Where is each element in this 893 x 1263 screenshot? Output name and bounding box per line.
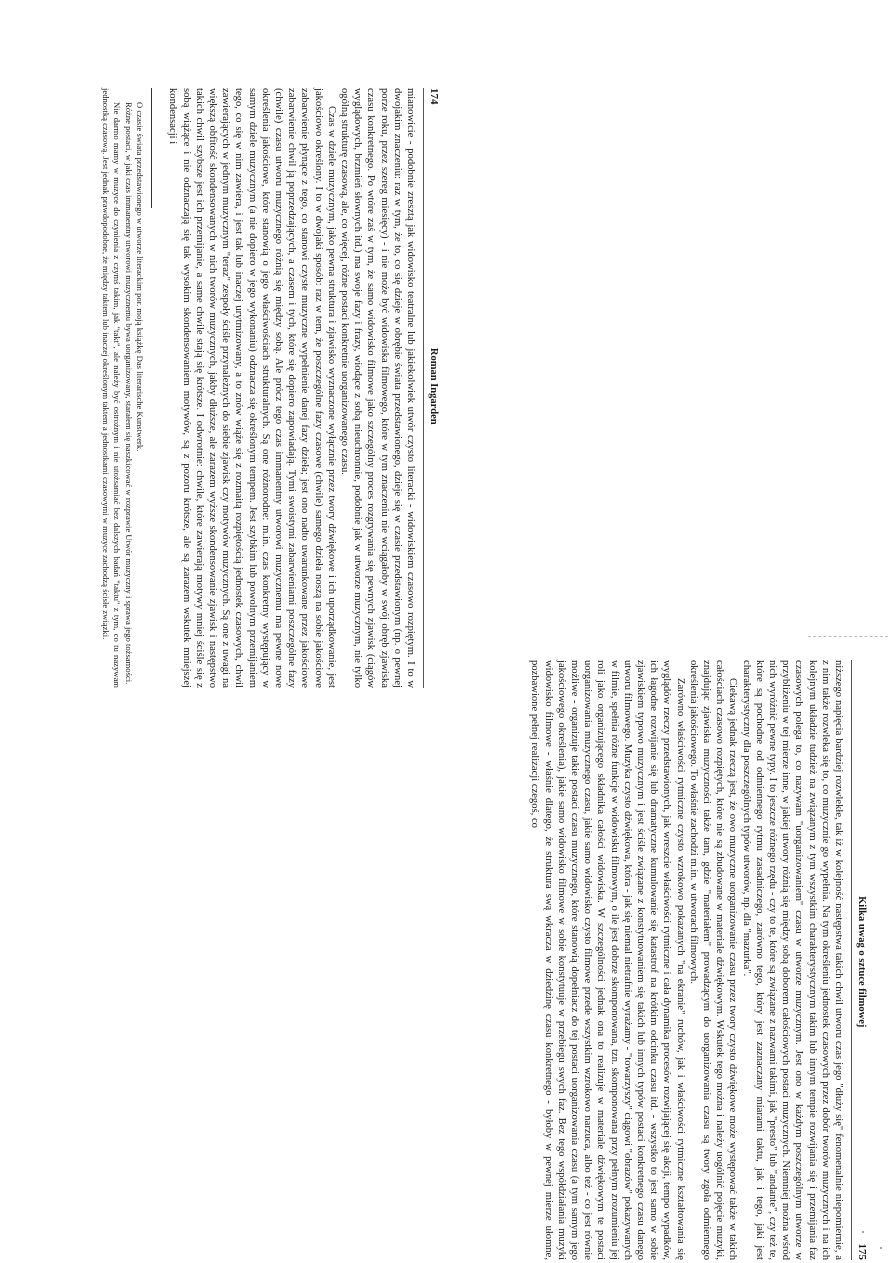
page-fold-line [808,636,888,637]
left-running-head [423,88,440,688]
scan-artifact [862,1231,864,1233]
scan-artifact [880,1247,882,1249]
paragraph: niższego napięcia bardziej rozwlekłe, tak iż w kolejność następstwa takich chwil utworu czas jego "dłuży się" fenomenalnie niepomiernie, a z nim także rozwleka się to, co muzycznie go wypełnia. Na tym określeniu jednostek czasowych przez dobór tworów muzycznych i na ich kolejnym układzie tudzież na związanym z tym wszystkim charakterystycznym takim lub innym tempie rozwijania się i przemijania faz czasowych polega to, co nazywam "uorganizowaniem" czasu w utworze muzycznym. Jest ono w każdym poszczególnym utworze w przybliżeniu w tej mierze inne, w jakiej utwory różnią się między sobą doborem całościowych postaci muzycznych. Niemniej można wśród nich wyróżnić pewne typy. I to jeszcze różnego rzędu - czy to te, które są związane z nazwami takimi, jak "presto" lub "andante", czy też te, które są pochodne od odmiennego rytmu zasadniczego, zarówno tego, który jest zaznaczany miarami taktu, jak i tego, jaki jest charakterystyczny dla poszczególnych typów utworów, np. dla "mazurka". [740,660,844,1260]
right-body-text [528,660,845,1260]
right-running-head [851,660,868,1260]
paragraph: Ciekawą jednak rzeczą jest, że owo muzyczne uorganizowanie czasu przez twory czysto dźwiękowe może występować także w takich całościach czasowo rozpiętych, które nie są zbudowane w materiale dźwiękowym. Wskutek tego można i należy uogólnić pojęcie muzyki, znajdując zjawiska muzyczności także tam, gdzie "materiałem" prowadzącym do uorganizowania czasu są twory zgoła odmiennego określenia jakościowego. To właśnie zachodzi m.in. w utworach filmowych. [687,660,739,1260]
left-body-text [166,88,417,688]
paragraph: Czas w dziele muzycznym, jako pewna struktura i zjawisko wyznaczone wyłącznie przez twory dźwiękowe i ich uporządkowanie, jest jakościowo określony. I to w dwojaki sposób: raz w tem, że poszczególne fazy czasowe (chwile) samego dzieła noszą na sobie jakościowe zabarwienie płynące z tego, co stanowi czyste muzyczne wypełnienie danej fazy dzieła; jest ono nadto uwarunkowane przez jakościowe zabarwienie chwil ją poprzedzających, a czasem i tych, które się dopiero zapowiadają. Tymi swoistymi zabarwieniami poszczególne fazy (chwile) czasu utworu muzycznego różnią się między sobą. Ale prócz tego czas immanentny utworowi muzycznemu ma pewne nowe określenia jakościowe, które stanowią o jego właściwościach strukturalnych. Są one różnorodne: m.in. czas konkretny występujący w samym dziele muzycznym (a nie dopiero w jego wykonaniu) odznacza się określonym tempem. Jest szybkim lub powolnym przemijaniem tego, co się w nim zawiera, i jest tak lub inaczej urytmizowany, a to znów wiąże się z rozmaitą rozpiętością jednostek czasowych, chwil zawierających w jednym muzycznym "teraz" zespoły ściśle przynależnych do siebie zjawisk czy motywów muzycznych. Są one z uwagi na większą obfitość skondensowanych w nich tworów muzycznych, jakby dłuższe, ale zarazem wyższe skondensowanie zjawisk i następstwo takich chwil szybsze jest ich przemijanie, a same chwile stają się krótsze. I odwrotnie: chwile, które zawierają motywy mniej ściśle się z sobą wiążące i nie odznaczają się tak wysokim skondensowaniem motywów, są z pozoru krótsze, ale są zarazem wskutek mniejszej kondensacji i [167,88,337,688]
paragraph: mianowicie - podobnie zresztą jak widowisko teatralne lub jakiekolwiek utwór czysto literacki - widowiskiem czasowo rozpiętym. I to w dwojakim znaczeniu: raz w tym, że to, co się dzieje w obrębie świata przedstawionego, dzieje się w czasie przedstawionym (np. o pewnej porze roku, przez szereg miesięcy) - i nie może być widowiska filmowego, które w tym znaczeniu nie wciągałoby w swój obręb zjawiska czasu konkretnego. Po wtóre zaś w tym, że samo widowisko filmowe jako szczególny proces rozgrywania się pewnych zjawisk (ciągów wyglądowych, brzmień słownych itd.) ma swoje fazy i frazy, wiodące z sobą nieuchronnie, podobnie jak w utworze muzycznym, nie tylko ogólną strukturę czasową, ale, co więcej, różne postaci konkretnie uorganizowanego czasu. [338,88,416,688]
footnote-divider [151,88,152,208]
footnote: Nie darmo mamy w muzyce do czynienia z czymś takim, jak "takt", ale należy być ostrożnym i nie utożsamiać bez dalszych badań "taktu" z tym, co tu nazywam jednostką czasową. Jest jednak prawdopodobne, że między taktem lub inaczej określonym taktem a jednostkami czasowymi w muzyce zachodzą ścisłe związki. [101,88,122,688]
right-page [458,660,868,1260]
left-running-title: Roman Ingarden [428,347,439,425]
footnotes [101,88,145,688]
left-page-number: 174 [428,88,440,105]
left-page [30,88,440,688]
footnote: Różne postaci, w jaki czas immanentny utworowi muzycznemu bywa uorganizowany, starałem się naszkicować w rozprawie Utwór muzyczny i sprawa jego tożsamości. [123,102,134,685]
right-running-title: Kilka uwag o sztuce filmowej [856,896,867,1028]
right-page-number: 175 [856,1243,868,1260]
footnote: O czasie świata przedstawionego w utworze literackim por. moją książkę Das literarische Kunstwerk. [135,102,146,452]
paragraph: Zarówno właściwości rytmiczne czysto wzrokowo pokazanych "na ekranie" ruchów, jak i właściwości rytmiczne kształtowania się wyglądów rzeczy przedstawionych, jak wreszcie właściwości rytmiczne i cała dynamika procesów rozwijającej się akcji, tempo wypadków, ich łagodne rozwijanie się lub dramatyczne kumulowanie się katastrof na krótkim odcinku czasu itd. - wszystko to jest samo w sobie zjawiskiem typowo muzycznym i jest ściśle związane z konstytuowaniem się takich lub innych typów postaci konkretnego czasu danego utworu filmowego. Muzyka czysto dźwiękowa, która - jak się niemal nietrafnie wyrażamy - "towarzyszy" ciągowi "obrazów" pokazywanych w filmie, spełnia różne funkcje w widowisku filmowym, o ile jest dobrze skomponowana, tzn. skomponowana przy pełnym zrozumieniu jej roli jako organizującego składnika całości widowiska. W szczególności jednak ona to realizuje w materiale dźwiękowym te postaci uorganizowania muzycznego czasu, jakie samo widowisko czysto filmowe przede wszystkim wzrokowo narzuca, albo też - co jest równie możliwe - organizuje takie postaci czasu muzycznego, które stanowią dopełniacz do tej postaci uorganizowania czasu (a tym samym jego jakościowego określenia), jakie samo widowisko filmowe w sobie konstytuuje w przebiegu swych faz. Bez tego współdziałania muzyki widowisko filmowe - właśnie dlatego, że struktura swą wkracza w dziedzinę czasu konkretnego - byłoby w pewnej mierze ułomne, pozbawione pełnej realizacji czegoś, co [529,660,686,1260]
